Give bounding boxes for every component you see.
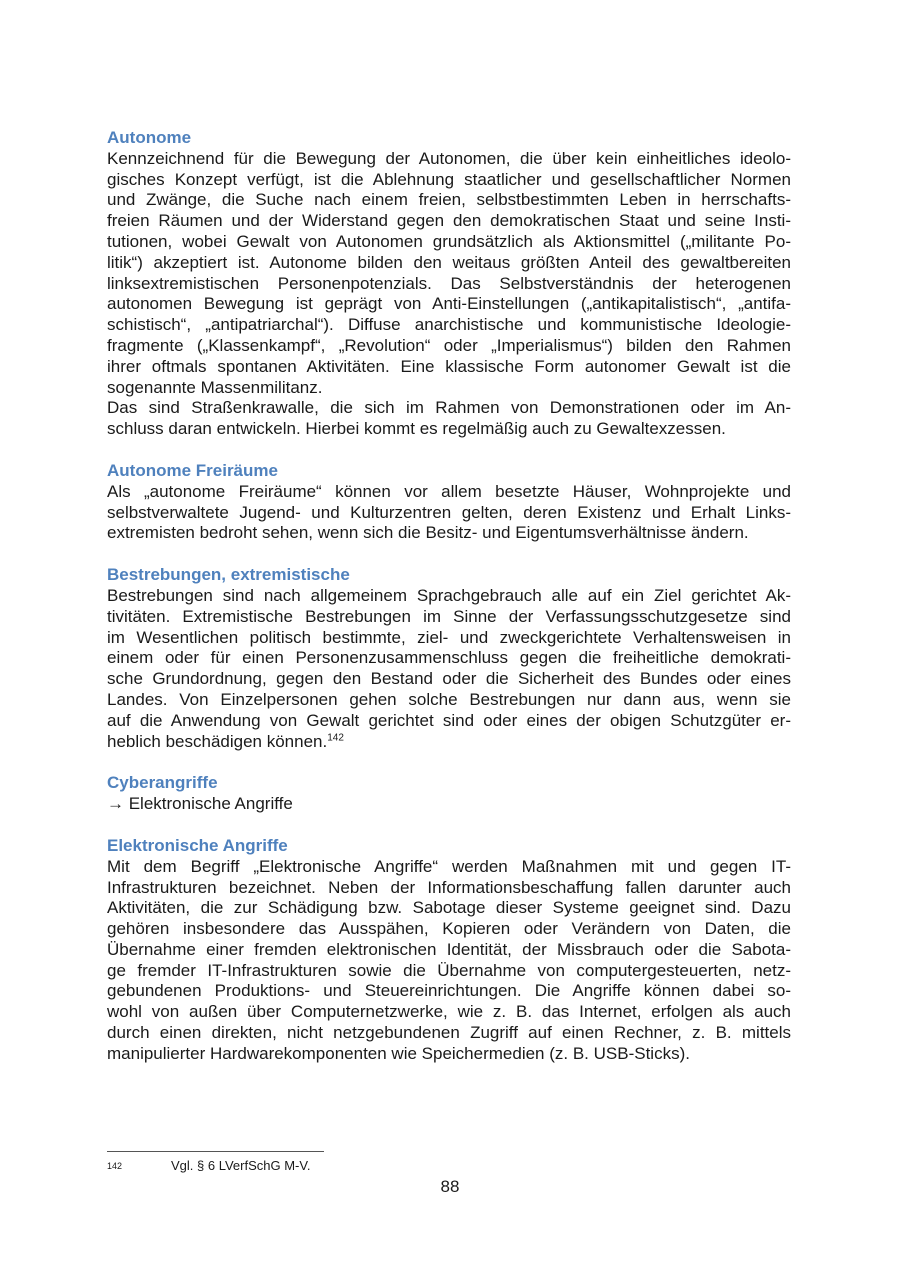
text-line xyxy=(107,940,791,961)
text-line xyxy=(107,357,791,378)
text-line xyxy=(107,503,791,524)
line-text: extremisten bedroht sehen, wenn sich die Besitz- und Eigentumsverhältnisse ändern. xyxy=(107,523,749,543)
entry-text xyxy=(107,857,791,1065)
line-text: freien Räumen und der Widerstand gegen den demokratischen Staat und seine Insti- xyxy=(107,211,791,231)
text-line xyxy=(107,607,791,628)
text-line xyxy=(107,398,791,419)
line-text: Infrastrukturen bezeichnet. Neben der Informationsbeschaffung fallen darunter auch xyxy=(107,877,791,897)
line-text: selbstverwaltete Jugend- und Kulturzentren gelten, deren Existenz und Erhalt Links- xyxy=(107,502,791,522)
text-line xyxy=(107,628,791,649)
entry-text xyxy=(107,794,791,815)
line-text: Kennzeichnend für die Bewegung der Autonomen, die über kein einheitliches ideolo- xyxy=(107,148,791,168)
text-line xyxy=(107,294,791,315)
text-line xyxy=(107,857,791,878)
footnote-text: Vgl. § 6 LVerfSchG M-V. xyxy=(171,1158,311,1173)
text-line xyxy=(107,732,791,753)
line-text: Landes. Von Einzelpersonen gehen solche Bestrebungen nur dann aus, wenn sie xyxy=(107,689,791,709)
line-text: manipulierter Hardwarekomponenten wie Speichermedien (z. B. USB-Sticks). xyxy=(107,1043,690,1063)
glossary-entry xyxy=(107,773,791,815)
footnote-reference[interactable]: 142 xyxy=(327,731,344,743)
glossary-entry xyxy=(107,565,791,752)
text-line xyxy=(107,794,791,815)
line-text: fragmente („Klassenkampf“, „Revolution“ oder „Imperialismus“) bilden den Rahmen xyxy=(107,335,791,355)
line-text: wohl von außen über Computernetzwerke, wie z. B. das Internet, erfolgen als auch xyxy=(107,1002,791,1022)
line-text: sche Grundordnung, gegen den Bestand oder die Sicherheit des Bundes oder eines xyxy=(107,669,791,689)
footnote-number: 142 xyxy=(107,1161,123,1171)
line-text: Das sind Straßenkrawalle, die sich im Rahmen von Demonstrationen oder im An- xyxy=(107,398,791,418)
text-line xyxy=(107,378,791,399)
text-line xyxy=(107,419,791,440)
entry-text xyxy=(107,482,791,544)
line-text: ihrer oftmals spontanen Aktivitäten. Eine klassische Form autonomer Gewalt ist die xyxy=(107,356,791,376)
text-line xyxy=(107,981,791,1002)
line-text: Aktivitäten, die zur Schädigung bzw. Sabotage dieser Systeme geeignet sind. Dazu xyxy=(107,898,791,918)
text-line xyxy=(107,878,791,899)
entry-heading: Autonome xyxy=(107,128,192,147)
text-line xyxy=(107,170,791,191)
text-line xyxy=(107,315,791,336)
line-text: litik“) akzeptiert ist. Autonome bilden den weitaus größten Anteil des gewaltbereiten xyxy=(107,252,791,272)
text-line xyxy=(107,1044,791,1065)
entry-heading: Bestrebungen, extremistische xyxy=(107,565,350,585)
text-line xyxy=(107,961,791,982)
text-line xyxy=(107,253,791,274)
line-text: heblich beschädigen können. xyxy=(107,731,328,751)
text-line xyxy=(107,669,791,690)
text-line xyxy=(107,898,791,919)
line-text: autonomen Bewegung ist geprägt von Anti-Einstellungen („antikapitalistisch“, „antifa- xyxy=(107,294,791,314)
text-line xyxy=(107,919,791,940)
line-text: tutionen, wobei Gewalt von Autonomen grundsätzlich als Aktionsmittel („militante Po- xyxy=(107,231,791,251)
line-text: sogenannte Massenmilitanz. xyxy=(107,377,323,397)
glossary-entry xyxy=(107,461,791,544)
text-line xyxy=(107,336,791,357)
entry-heading: Cyberangriffe xyxy=(107,773,218,793)
line-text: einem oder für einen Personenzusammenschluss gegen die freiheitliche demokrati- xyxy=(107,648,791,668)
entry-text xyxy=(107,586,791,752)
line-text: schistisch“, „antipatriarchal“). Diffuse anarchistische und kommunistische Ideologie- xyxy=(107,315,791,335)
line-text: durch einen direkten, nicht netzgebundenen Zugriff auf einen Rechner, z. B. mittels xyxy=(107,1023,791,1043)
text-line xyxy=(107,482,791,503)
line-text: gehören insbesondere das Ausspähen, Kopieren oder Verändern von Daten, die xyxy=(107,919,791,939)
text-line xyxy=(107,690,791,711)
line-text: Bestrebungen sind nach allgemeinem Sprachgebrauch alle auf ein Ziel gerichtet Ak- xyxy=(107,585,791,605)
footnote-separator xyxy=(107,1151,324,1152)
text-line xyxy=(107,190,791,211)
glossary-entry xyxy=(107,836,791,1065)
entry-text xyxy=(107,149,791,440)
line-text: Übernahme einer fremden elektronischen Identität, der Missbrauch oder die Sabota- xyxy=(107,939,791,959)
line-text: schluss daran entwickeln. Hierbei kommt es regelmäßig auch zu Gewaltexzessen. xyxy=(107,419,726,439)
text-line xyxy=(107,586,791,607)
text-line xyxy=(107,523,791,544)
line-text: gebundenen Produktions- und Steuereinrichtungen. Die Angriffe können dabei so- xyxy=(107,981,791,1001)
line-text: ge fremder IT-Infrastrukturen sowie die Übernahme von computergesteuerten, netz- xyxy=(107,960,791,980)
footnote xyxy=(107,1158,310,1174)
text-line xyxy=(107,648,791,669)
entry-heading: Elektronische Angriffe xyxy=(107,835,288,855)
page-number: 88 xyxy=(440,1177,460,1196)
text-line xyxy=(107,149,791,170)
entry-heading: Autonome Freiräume xyxy=(107,460,278,480)
text-line xyxy=(107,1002,791,1023)
line-text: gisches Konzept verfügt, ist die Ablehnung staatlicher und gesellschaftlicher Normen xyxy=(107,169,791,189)
line-text: tivitäten. Extremistische Bestrebungen im Sinne der Verfassungsschutzgesetze sind xyxy=(107,606,791,626)
line-text: im Wesentlichen politisch bestimmte, ziel- und zweckgerichtete Verhaltensweisen in xyxy=(107,627,791,647)
text-line xyxy=(107,1023,791,1044)
line-text: Mit dem Begriff „Elektronische Angriffe“ werden Maßnahmen mit und gegen IT- xyxy=(107,856,791,876)
text-line xyxy=(107,274,791,295)
line-text: auf die Anwendung von Gewalt gerichtet sind oder eines der obigen Schutzgüter er- xyxy=(107,710,791,730)
glossary-entry xyxy=(107,128,791,440)
line-text: und Zwänge, die Suche nach einem freien, selbstbestimmten Leben in herrschafts- xyxy=(107,190,791,210)
line-text: linksextremistischen Personenpotenzials. Das Selbstverständnis der heterogenen xyxy=(107,273,791,293)
line-text: → Elektronische Angriffe xyxy=(107,794,293,814)
text-line xyxy=(107,232,791,253)
text-line xyxy=(107,211,791,232)
document-body xyxy=(107,128,791,1086)
line-text: Als „autonome Freiräume“ können vor allem besetzte Häuser, Wohnprojekte und xyxy=(107,481,791,501)
text-line xyxy=(107,711,791,732)
